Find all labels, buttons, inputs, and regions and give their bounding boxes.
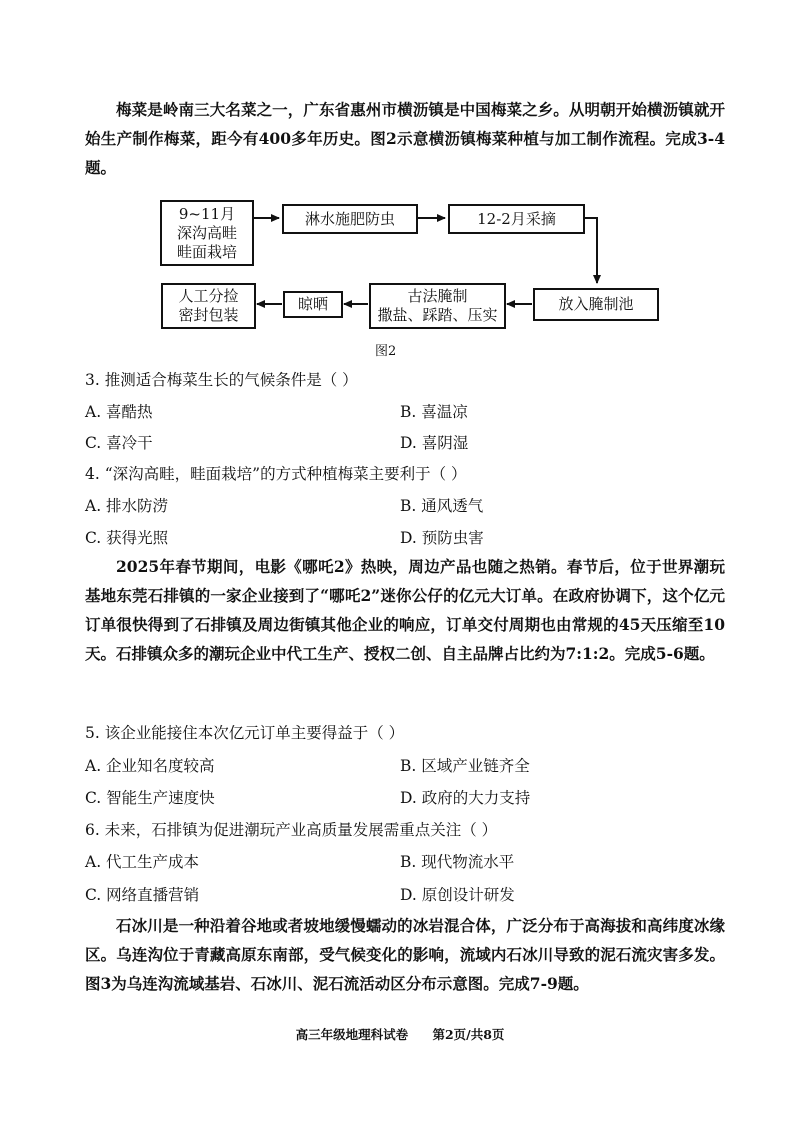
flow-step-packing-line2: 密封包装 [178,306,239,324]
footer-page-number: 第2页/共8页 [432,1027,505,1042]
question-6-option-d: D. 原创设计研发 [400,886,515,904]
flow-step-ancient-pickling-line2: 撒盐、踩踏、压实 [377,306,498,324]
question-4-option-d: D. 预防虫害 [400,529,484,547]
question-3-option-b: B. 喜温凉 [400,403,468,421]
page-footer [0,1025,800,1043]
question-3-option-d: D. 喜阴湿 [400,434,469,452]
question-3-option-a: A. 喜酷热 [85,403,153,421]
passage-1: 梅菜是岭南三大名菜之一，广东省惠州市横沥镇是中国梅菜之乡。从明朝开始横沥镇就开始生产制作梅菜，距今有400多年历史。图2示意横沥镇梅菜种植与加工制作流程。完成3-4题。 [85,100,725,177]
question-4-stem: 4. “深沟高畦，畦面栽培”的方式种植梅菜主要利于（ ） [85,465,467,483]
question-4-option-a: A. 排水防涝 [85,497,169,515]
question-5-option-c: C. 智能生产速度快 [85,789,215,807]
question-4-option-b: B. 通风透气 [400,497,484,515]
question-5-stem: 5. 该企业能接住本次亿元订单主要得益于（ ） [85,724,405,742]
flow-step-ancient-pickling [369,283,506,329]
question-3-stem: 3. 推测适合梅菜生长的气候条件是（ ） [85,371,358,389]
question-6-option-b: B. 现代物流水平 [400,853,515,871]
flow-step-packing-line1: 人工分捡 [178,287,239,305]
question-5-option-d: D. 政府的大力支持 [400,789,531,807]
footer-exam-title: 高三年级地理科试卷 [295,1027,409,1042]
passage-3: 石冰川是一种沿着谷地或者坡地缓慢蠕动的冰岩混合体，广泛分布于高海拔和高纬度冰缘区。乌连沟位于青藏高原东南部，受气候变化的影响，流域内石冰川导致的泥石流灾害多发。图3为乌连沟流域基岩、石冰川、泥石流活动区分布示意图。完成7-9题。 [85,916,725,993]
flow-step-watering: 淋水施肥防虫 [282,204,418,234]
flow-step-planting-line1: 9~11月 [178,204,236,223]
flow-step-harvest: 12-2月采摘 [448,204,585,234]
question-5-option-a: A. 企业知名度较高 [85,757,215,775]
flow-step-packing [161,283,256,329]
flow-step-pickling-pool: 放入腌制池 [533,288,659,321]
question-6-stem: 6. 未来，石排镇为促进潮玩产业高质量发展需重点关注（ ） [85,821,498,839]
question-3-option-c: C. 喜冷干 [85,434,153,452]
question-6-option-a: A. 代工生产成本 [85,853,200,871]
flow-step-ancient-pickling-line1: 古法腌制 [407,287,468,305]
flow-step-planting-line2: 深沟高畦 [176,223,237,242]
figure-2-caption: 图2 [375,344,397,359]
question-4-option-c: C. 获得光照 [85,529,169,547]
question-6-option-c: C. 网络直播营销 [85,886,200,904]
flow-step-drying: 晾晒 [283,291,343,318]
passage-2: 2025年春节期间，电影《哪吒2》热映，周边产品也随之热销。春节后，位于世界潮玩基地东莞石排镇的一家企业接到了“哪吒2”迷你公仔的亿元大订单。在政府协调下，这个亿元订单很快得到了石排镇及周边街镇其他企业的响应，订单交付周期也由常规的45天压缩至10天。石排镇众多的潮玩企业中代工生产、授权二创、自主品牌占比约为7:1:2。完成5-6题。 [85,557,725,663]
arrow-3-4 [585,218,597,283]
question-5-option-b: B. 区域产业链齐全 [400,757,530,775]
flow-step-planting-line3: 畦面栽培 [176,242,237,261]
flow-step-planting [160,200,254,266]
